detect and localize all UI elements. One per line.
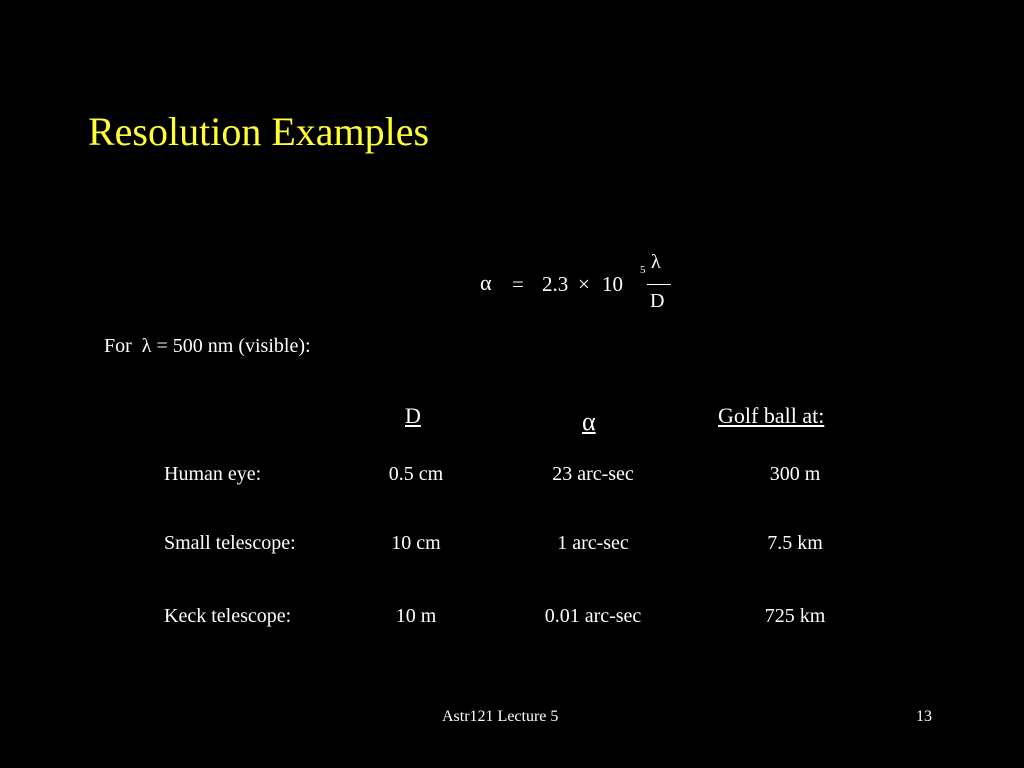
row-alpha: 1 arc-sec bbox=[557, 532, 629, 554]
slide-title: Resolution Examples bbox=[88, 109, 430, 154]
row-diameter: 0.5 cm bbox=[388, 463, 444, 485]
formula-equals: = bbox=[512, 272, 524, 296]
formula-numerator: λ bbox=[651, 251, 661, 273]
header-diameter: D bbox=[405, 403, 421, 428]
row-alpha: 23 arc-sec bbox=[552, 463, 634, 485]
header-alpha: α bbox=[582, 407, 596, 436]
row-alpha: 0.01 arc-sec bbox=[544, 605, 642, 627]
formula-base: 10 bbox=[602, 272, 623, 296]
condition-prefix: For bbox=[104, 335, 132, 357]
condition-text: λ = 500 nm (visible): bbox=[141, 335, 311, 357]
row-diameter: 10 cm bbox=[391, 532, 441, 554]
formula-times: × bbox=[578, 272, 590, 296]
formula-alpha: α bbox=[480, 270, 492, 295]
header-golf-ball: Golf ball at: bbox=[718, 403, 825, 428]
row-label: Small telescope: bbox=[164, 532, 296, 554]
row-golf-distance: 300 m bbox=[769, 463, 821, 485]
row-golf-distance: 7.5 km bbox=[767, 532, 823, 554]
footer-lecture: Astr121 Lecture 5 bbox=[442, 708, 559, 725]
formula-exponent: 5 bbox=[640, 264, 646, 276]
row-golf-distance: 725 km bbox=[764, 605, 826, 627]
row-label: Keck telescope: bbox=[164, 605, 292, 627]
row-label: Human eye: bbox=[164, 463, 262, 485]
row-diameter: 10 m bbox=[395, 605, 437, 627]
condition-line bbox=[104, 335, 311, 358]
formula-coefficient: 2.3 bbox=[542, 272, 569, 296]
formula-denominator: D bbox=[650, 290, 665, 312]
footer-page-number: 13 bbox=[916, 708, 932, 725]
formula-fraction-bar bbox=[647, 284, 671, 285]
